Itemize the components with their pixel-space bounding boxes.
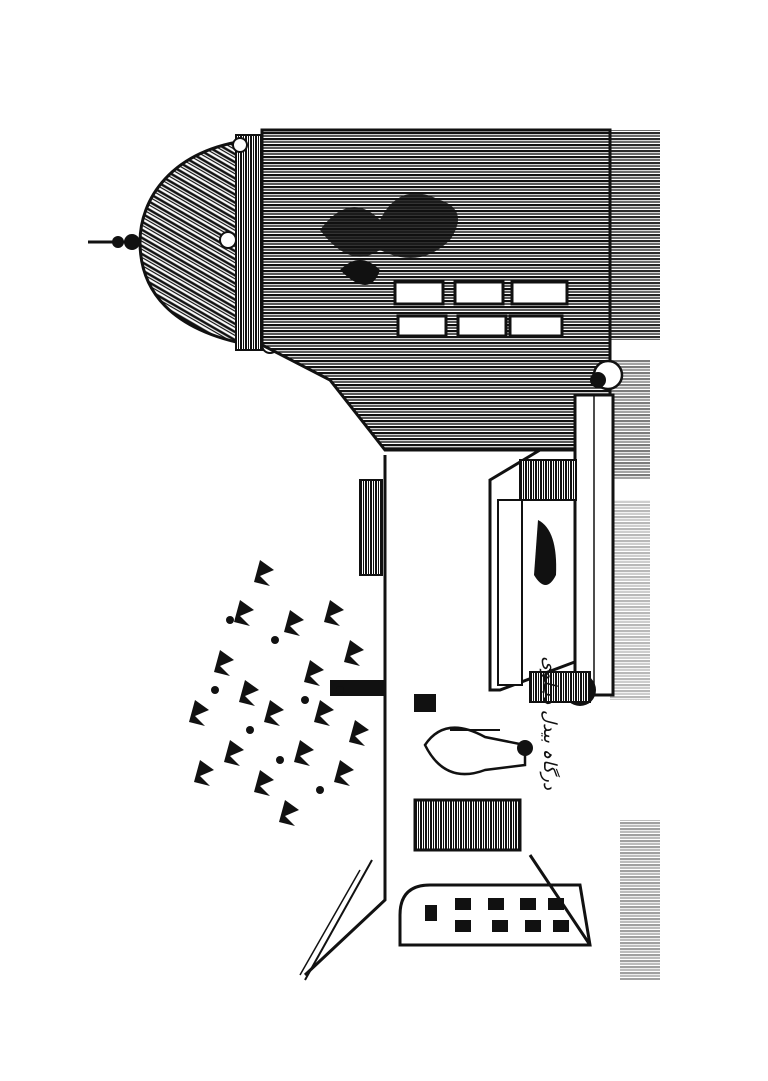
dome xyxy=(88,135,278,353)
tree xyxy=(189,560,385,826)
tomb-building xyxy=(262,130,610,450)
tree-foliage xyxy=(189,560,369,826)
standing-figure xyxy=(425,728,533,774)
caption: درگاہ بیدل دہلوی xyxy=(539,656,560,790)
side-building xyxy=(400,855,590,945)
